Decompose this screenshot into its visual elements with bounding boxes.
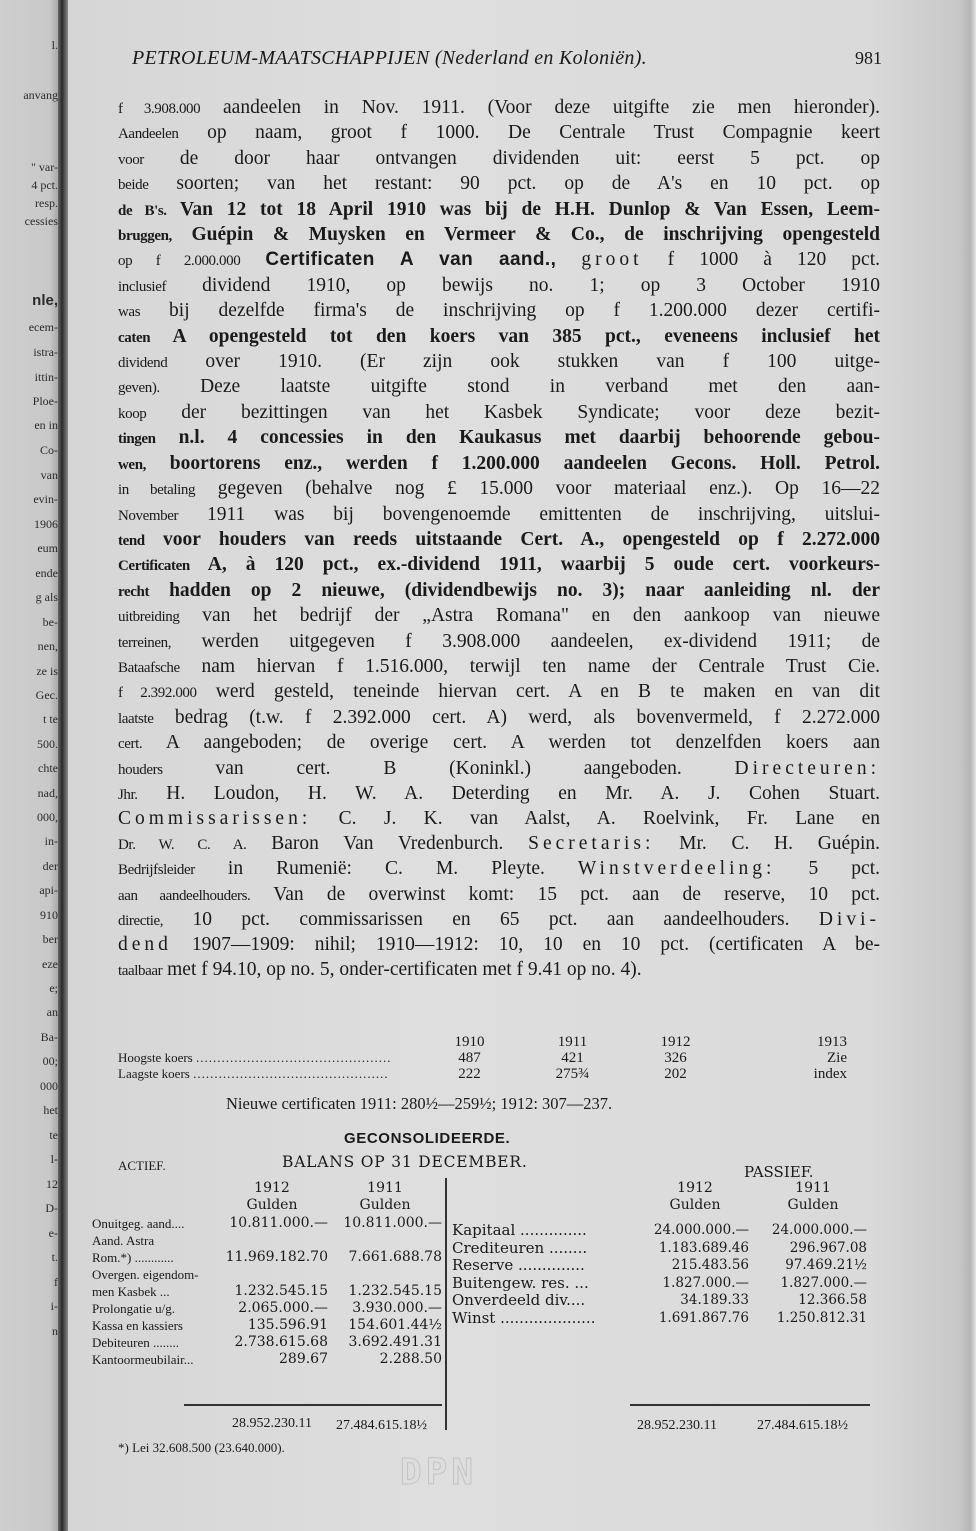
row-label: Rom.*) ............ [92,1250,174,1265]
previous-page-fragment: l. [51,38,58,52]
line-prefix: Jhr. [118,786,138,803]
previous-page-fragment: nad, [37,786,58,800]
line-text: H. Loudon, H. W. A. Deterding en Mr. A. J. Cohen Stuart. [137,782,880,804]
line-prefix: Aandeelen [118,126,179,143]
previous-page-fragment: Ploe- [32,394,58,408]
line-text: f 1000 à 120 pct. [667,249,881,271]
passief-label: PASSIEF. [744,1163,814,1181]
spaced-heading: Directeuren: [734,757,880,779]
text-line [118,832,880,857]
line-text: A opengesteld tot den koers van 385 pct., eveneens inclusief het [150,325,880,347]
text-line [118,706,880,731]
value-1911: 97.469.21½ [785,1257,867,1273]
line-prefix: Bedrijfsleider [118,862,195,879]
line-text: hadden op 2 nieuwe, (dividendbewijs no. 3); naar aanleiding nl. der [149,579,880,601]
actief-total-1912: 28.952.230.11 [232,1416,312,1431]
line-text: bij dezelfde firma's de inschrijving op f 1.200.000 dezer certifi- [140,300,880,322]
line-prefix: beide [118,177,149,194]
col-year: 1912 [677,1180,713,1196]
text-line [118,731,880,756]
previous-page-fragment: 1906 [34,517,58,531]
line-prefix: de B's. [118,202,167,219]
text-line [118,299,880,324]
line-text: de door haar ontvangen dividenden uit: eerst 5 pct. op [143,147,880,169]
line-text: Van de overwinst komt: 15 pct. aan de reserve, 10 pct. [250,883,880,905]
line-prefix: tend [118,532,145,549]
line-text: A aangeboden; de overige cert. A werden tot denzelfden koers aan [142,732,880,754]
text-line [118,452,880,477]
passief-row [452,1222,872,1240]
previous-page-fragment: be- [42,615,58,629]
text-line [118,147,880,172]
text-line [118,325,880,350]
line-prefix: f 3.908.000 [118,101,201,117]
spaced-word: groot [581,249,643,271]
footnote: *) Lei 32.608.500 (23.640.000). [118,1440,285,1455]
previous-page-fragment: 500. [37,737,58,751]
value-1911: 154.601.44½ [348,1317,442,1333]
value-1912: 1.232.545.15 [234,1283,328,1299]
previous-page-fragment: ber [42,932,58,946]
value-1911: 1.827.000.— [780,1274,867,1291]
library-stamp: DPN [400,1452,478,1493]
text-line [118,908,880,933]
actief-total-1911: 27.484.615.18½ [336,1418,427,1433]
col-unit: Gulden [246,1197,298,1213]
previous-page-fragment: 000 [40,1079,58,1093]
actief-col-1912 [216,1180,328,1214]
row-label: Kantoormeubilair... [92,1352,194,1367]
text-line [118,96,880,121]
spaced-heading: dend [118,934,172,956]
actief-label: ACTIEF. [118,1158,166,1173]
previous-page-fragment: ittin- [34,370,58,384]
previous-page-fragment: nen, [37,639,58,653]
book-gutter [58,0,68,1531]
line-text: A, à 120 pct., ex.-dividend 1911, waarbij 5 oude cert. voorkeurs- [189,554,880,576]
row-label: Prolongatie u/g. [92,1301,176,1316]
line-text: gegeven (behalve nog £ 15.000 voor materiaal enz.). Op 16—22 [195,478,880,500]
row-label: Winst .................... [452,1309,596,1327]
koers-year-row [118,1034,858,1050]
koers-year: 1910 [454,1033,485,1050]
value-1912: 135.596.91 [247,1317,328,1333]
value-1911: 1.232.545.15 [348,1283,442,1299]
line-prefix: dividend [118,355,168,372]
value-1911: 10.811.000.— [343,1215,442,1231]
row-label: Buitengew. res. ... [452,1274,589,1292]
line-text: werden uitgegeven f 3.908.000 aandeelen, ex-dividend 1911; de [171,630,880,652]
actief-row [92,1334,442,1351]
previous-page-fragment: chte [38,761,58,775]
previous-page-fragment: ze is [36,664,58,678]
text-line [118,274,880,299]
line-text: Guépin & Muysken en Vermeer & Co., de inschrijving opengesteld [171,224,880,246]
koers-value: 275¾ [555,1065,590,1082]
balance-divider [445,1178,447,1430]
previous-page-fragment: 12 [46,1177,58,1191]
koers-value: 421 [561,1049,584,1066]
text-line [118,857,880,882]
line-prefix: tingen [118,431,156,448]
actief-row [92,1249,442,1266]
row-label: Crediteuren ........ [452,1239,588,1257]
passief-row [452,1240,872,1258]
line-prefix: laatste [118,710,154,727]
spaced-heading: Winstverdeeling: [577,858,776,880]
text-line [118,782,880,807]
line-prefix: voor [118,151,144,168]
col-year: 1911 [795,1180,831,1196]
previous-page-fragment: l- [50,1152,58,1166]
text-line [118,807,880,831]
text-line [118,172,880,197]
previous-page-fragment: D- [45,1201,58,1215]
koers-table [118,1034,858,1082]
line-prefix: aan aandeelhouders. [118,887,251,904]
previous-page-fragment: Gec. [35,688,58,702]
passief-total-1911: 27.484.615.18½ [757,1418,848,1433]
text-line [118,630,880,655]
previous-page-fragment: 00; [42,1054,58,1068]
line-text: soorten; van het restant: 90 pct. op de A's en 10 pct. op [148,173,880,195]
text-line [118,528,880,553]
passief-row [452,1292,872,1310]
text-line [118,655,880,680]
running-head-title: PETROLEUM-MAATSCHAPPIJEN (Nederland en Koloniën). [132,47,647,69]
line-prefix: Bataafsche [118,659,180,676]
row-label: Debiteuren ........ [92,1335,180,1350]
row-label: Overgen. eigendom- [92,1267,199,1282]
spaced-heading: Secretaris: [528,832,655,854]
previous-page-fragment: het [43,1103,58,1117]
previous-page-fragment: ende [35,566,58,580]
line-text: Van 12 tot 18 April 1910 was bij de H.H. Dunlop & Van Essen, Leem- [166,198,880,220]
text-line [118,401,880,426]
previous-page-fragment: ecem- [28,320,58,334]
koers-value: 326 [664,1049,687,1066]
line-text: bedrag (t.w. f 2.392.000 cert. A) werd, als bovenvermeld, f 2.272.000 [153,706,880,728]
line-text: 1911 was bij bovengenoemde emittenten de inschrijving, uitslui- [178,503,880,525]
value-1912: 34.189.33 [680,1292,749,1308]
line-prefix: bruggen, [118,228,172,245]
previous-page-fragment: an [46,1005,58,1019]
koers-value: Zie [827,1049,847,1066]
previous-page-fragment: e- [48,1226,58,1240]
koers-note: Nieuwe certificaten 1911: 280½—259½; 1912: 307—237. [226,1094,613,1113]
koers-label: Laagste koers [118,1066,190,1081]
value-1912: 2.738.615.68 [234,1334,328,1350]
value-1912: 1.183.689.46 [658,1239,749,1256]
previous-page-fragment: f [54,1275,58,1289]
previous-page-fragment: van [40,468,58,482]
value-1911: 24.000.000.— [771,1222,867,1238]
value-1912: 24.000.000.— [653,1222,749,1238]
line-text: Deze laatste uitgifte stond in verband met den aan- [159,376,880,398]
text-line [118,121,880,146]
value-1912: 11.969.182.70 [225,1249,328,1265]
previous-page-fragment: Co- [40,443,58,457]
text-line [118,958,880,983]
koers-year: 1911 [557,1033,588,1050]
line-text: der bezittingen van het Kasbek Syndicate; voor deze bezit- [146,401,880,423]
koers-label: Hoogste koers [118,1050,193,1065]
previous-page-fragment: 910 [40,908,58,922]
line-prefix: November [118,507,179,524]
previous-page-fragment: in- [44,834,58,848]
value-1911: 3.692.491.31 [348,1334,442,1350]
previous-page-fragment: te [49,1128,58,1142]
text-line [118,223,880,248]
row-label: Kapitaal .............. [452,1222,587,1239]
previous-page-fragment: 000, [37,810,58,824]
running-head [132,47,882,70]
actief-row [92,1232,442,1249]
previous-page-fragment: istra- [33,345,58,359]
koers-row-high: Hoogste koers .............................................. 487 421 326 Zie [118,1049,847,1066]
text-line [118,503,880,528]
line-text: met f 94.10, op no. 5, onder-certificaten met f 9.41 op no. 4). [162,958,642,980]
line-text: van het bedrijf der „Astra Romana" en den aankoop van nieuwe [179,605,880,627]
line-text: nam hiervan f 1.516.000, terwijl ten name der Centrale Trust Cie. [179,655,880,677]
text-line [118,426,880,451]
line-prefix: caten [118,329,151,346]
line-prefix: wen, [118,456,146,473]
actief-row [92,1215,442,1232]
koers-value: 202 [664,1065,687,1082]
actief-row [92,1300,442,1317]
line-text: werd gesteld, teneinde hiervan cert. A en B te maken en van dit [196,681,880,703]
line-prefix: f 2.392.000 [118,685,197,702]
line-prefix: geven). [118,380,160,397]
line-tail: Mr. C. H. Guépin. [654,832,881,854]
text-line [118,757,880,782]
previous-page-fragment: t. [51,1250,58,1264]
previous-page-fragment: evin- [33,492,58,506]
previous-page-fragment: en in [34,418,58,432]
previous-page-fragment: t te [43,712,58,726]
koers-value: index [813,1065,847,1082]
row-label: Onverdeeld div.... [452,1292,586,1309]
actief-row [92,1283,442,1300]
koers-value: 222 [458,1065,481,1082]
col-unit: Gulden [359,1197,411,1213]
line-prefix: recht [118,583,150,600]
line-text: voor houders van reeds uitstaande Cert. A., opengesteld op f 2.272.000 [144,528,880,550]
previous-page-fragment: anvang [23,88,58,102]
row-label: Kassa en kassiers [92,1318,183,1333]
line-text: C. J. K. van Aalst, A. Roelvink, Fr. Lane en [311,808,880,830]
line-prefix: terreinen, [118,634,172,651]
line-text: op naam, groot f 1000. De Centrale Trust Compagnie keert [178,122,880,144]
passief-total-1912: 28.952.230.11 [637,1418,717,1433]
line-text: 10 pct. commissarissen en 65 pct. aan aandeelhouders. [163,909,790,930]
value-1912: 1.691.867.76 [658,1309,749,1326]
text-line [118,553,880,578]
previous-page-fragment: api- [39,883,58,897]
line-prefix: directie, [118,913,164,929]
previous-page-fragment: Ba- [40,1030,58,1044]
koers-year: 1913 [817,1033,847,1050]
line-text: 1907—1909: nihil; 1910—1912: 10, 10 en 10 pct. (certificaten A be- [171,934,880,956]
actief-row [92,1351,442,1368]
previous-page-fragment: i- [50,1299,58,1313]
line-prefix: Dr. W. C. A. [118,836,247,853]
actief-table [92,1215,442,1368]
koers-year: 1912 [660,1033,691,1050]
line-text: aandeelen in Nov. 1911. (Voor deze uitgifte zie men hieronder). [200,97,880,118]
passief-col-1912 [640,1180,750,1214]
balance-subheading: BALANS OP 31 DECEMBER. [282,1153,528,1171]
value-1912: 1.827.000.— [662,1274,749,1291]
line-text: van cert. B (Koninkl.) aangeboden. [162,757,682,779]
col-unit: Gulden [787,1197,839,1213]
line-prefix: cert. [118,736,143,753]
previous-page-fragment: cessies [24,214,58,228]
col-year: 1912 [254,1180,290,1196]
actief-total-rule [184,1404,442,1406]
passief-table [452,1222,872,1327]
balance-heading: GECONSOLIDEERDE. [344,1130,511,1147]
value-1912: 215.483.56 [671,1257,749,1273]
value-1911: 3.930.000.— [352,1300,442,1316]
col-year: 1911 [367,1180,403,1196]
line-prefix: was [118,304,141,321]
line-prefix: Certificaten [118,558,190,575]
koers-row-low: Laagste koers .............................................. 222 275¾ 202 index [118,1065,847,1082]
col-unit: Gulden [669,1197,721,1213]
text-line [118,248,880,273]
passief-row [452,1275,872,1293]
line-prefix: in betaling [118,482,196,499]
line-text: Baron Van Vredenburch. [246,832,504,854]
value-1911: 2.288.50 [379,1351,442,1367]
value-1912: 10.811.000.— [229,1215,328,1231]
line-text: in Rumenië: C. M. Pleyte. [194,858,545,880]
previous-page-fragment: 4 pct. [31,178,58,192]
value-1912: 289.67 [279,1351,328,1367]
line-tail: 5 pct. [775,858,880,880]
previous-page-fragment: eze [42,957,58,971]
text-line [118,350,880,375]
line-prefix: houders [118,761,163,778]
row-label: men Kasbek ... [92,1284,170,1299]
page-edge [958,0,976,1531]
previous-page-margin [0,0,62,1531]
line-prefix: uitbreiding [118,609,180,626]
row-label: Aand. Astra [92,1233,155,1248]
value-1911: 7.661.688.78 [348,1249,442,1265]
text-line [118,579,880,604]
line-text: n.l. 4 concessies in den Kaukasus met daarbij behoorende gebou- [155,427,880,449]
row-label: Onuitgeg. aand.... [92,1216,185,1231]
line-prefix: inclusief [118,278,167,295]
actief-row [92,1266,442,1283]
actief-col-1911 [328,1180,442,1214]
line-text: over 1910. (Er zijn ook stukken van f 100 uitge- [167,351,880,373]
text-line [118,477,880,502]
text-line [118,604,880,629]
text-line [118,375,880,400]
text-line [118,198,880,223]
spaced-heading: Divi- [818,909,880,930]
text-line [118,933,880,957]
previous-page-fragment: n [52,1324,58,1338]
previous-page-fragment: der [42,859,58,873]
actief-row [92,1317,442,1334]
passief-total-rule [630,1404,870,1406]
spaced-heading: Commissarissen: [118,808,312,830]
previous-page-fragment: g als [35,590,58,604]
passief-row [452,1310,872,1328]
passief-row [452,1257,872,1275]
value-1911: 12.366.58 [798,1292,867,1308]
text-line [118,680,880,705]
body-text [118,96,880,983]
previous-page-fragment: eum [37,541,58,555]
previous-page-fragment: nle, [32,292,58,309]
passief-col-1911 [758,1180,868,1214]
previous-page-fragment: " var- [31,160,58,174]
previous-page-fragment: resp. [35,196,58,210]
koers-value: 487 [458,1049,481,1066]
line-prefix: taalbaar [118,962,163,979]
line-text: dividend 1910, op bewijs no. 1; op 3 October 1910 [166,274,880,296]
value-1911: 1.250.812.31 [776,1309,867,1326]
row-label: Reserve .............. [452,1257,585,1274]
line-text: boortorens enz., werden f 1.200.000 aandeelen Gecons. Holl. Petrol. [145,452,880,474]
page-number: 981 [855,48,882,68]
value-1911: 296.967.08 [789,1239,867,1256]
line-prefix: op f 2.000.000 [118,253,241,270]
line-prefix: koop [118,405,147,422]
bold-heading: Certificaten A van aand., [265,249,557,271]
previous-page-fragment: e; [49,981,58,995]
text-line [118,883,880,908]
value-1912: 2.065.000.— [238,1300,328,1316]
